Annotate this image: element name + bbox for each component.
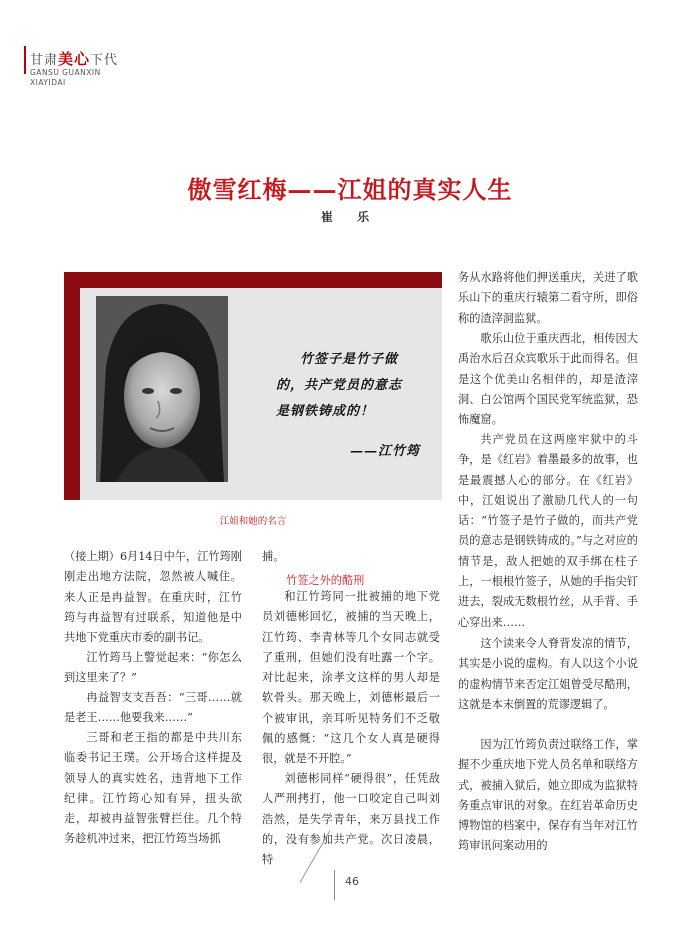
col3-paragraph-2: 共产党员在这两座牢狱中的斗争，是《红岩》着墨最多的故事，也是最震撼人心的部分。在《红岩》中，江姐说出了激励几代人的一句话：“竹签子是竹子做的，而共产党员的意志是钢铁铸成的。”与之对应的情节是，敌人把她的双手绑在柱子上，一根根竹签子，从她的手指尖钉进去，裂成无数根竹丝，从手背、手心穿出来……	[458, 433, 638, 629]
col2-paragraph-1: 和江竹筠同一批被捕的地下党员刘德彬回忆，被捕的当天晚上，江竹筠、李青林等几个女同志就受了重刑，但她们没有吐露一个字。对比起来，涂孝文这样的男人却是软骨头。那天晚上，刘德彬最后一个被审讯，亲耳听见特务们不乏敬佩的感慨：“这几个女人真是硬得很，就是不开腔。”	[262, 590, 440, 766]
quote-line-3: 是钢铁铸成的！	[276, 404, 375, 419]
logo-main-left: 甘肃	[30, 53, 59, 68]
section-subheading: 竹签之外的酷刑	[286, 574, 365, 587]
portrait-drawing	[96, 296, 228, 482]
col1-paragraph-4: 三哥和老王指的都是中共川东临委书记王璞。公开场合这样提及领导人的真实姓名，违背地下工作纪律。江竹筠心知有异，扭头欲走，却被冉益智张臂拦住。几个特务趁机冲过来，把江竹筠当场抓	[64, 731, 242, 846]
page-number: 46	[345, 875, 359, 888]
footer-divider	[334, 870, 335, 900]
col3-paragraph-3: 这个读来令人脊背发凉的情节，其实是小说的虚构。有人以这个小说的虚构情节来否定江姐曾受尽酷刑，这就是本末倒置的荒谬逻辑了。	[458, 637, 638, 711]
logo-main-right: 下代	[90, 53, 119, 68]
col3-paragraph-4: 因为江竹筠负责过联络工作，掌握不少重庆地下党人员名单和联络方式，被捕入狱后，她立即成为监狱特务重点审讯的对象。在红岩革命历史博物馆的档案中，保存有当年对江竹筠审讯问案动用的	[458, 738, 638, 853]
col1-paragraph-1: （接上期）6月14日中午，江竹筠刚刚走出地方法院，忽然被人喊住。来人正是冉益智。在重庆时，江竹筠与冉益智有过联系，知道他是中共地下党重庆市委的副书记。	[64, 550, 242, 645]
logo-bar	[24, 46, 26, 74]
quote-line-1: 竹签子是竹子做	[300, 352, 399, 367]
logo-subtitle-1: GANSU GUANXIN	[30, 68, 101, 77]
col3-paragraph-1: 歌乐山位于重庆西北，相传因大禹治水后召众宾歌乐于此而得名。但是这个优美山名相伴的，却是渣滓洞、白公馆两个国民党军统监狱，恐怖魔窟。	[458, 332, 638, 427]
article-title: 傲雪红梅——江姐的真实人生	[187, 175, 513, 204]
quote-attribution: ——江竹筠	[350, 444, 421, 459]
portrait-photo	[96, 296, 228, 482]
article-author: 崔 乐	[320, 210, 380, 224]
quote-line-2: 的，共产党员的意志	[276, 378, 403, 393]
figure-caption: 江姐和她的名言	[219, 516, 287, 527]
col3-paragraph-0: 务从水路将他们押送重庆，关进了歌乐山下的重庆行辕第二看守所，即俗称的渣滓洞监狱。	[458, 271, 638, 325]
logo-main-red: 美心	[58, 50, 91, 68]
logo-subtitle-2: XIAYIDAI	[30, 78, 66, 87]
col1-paragraph-2: 江竹筠马上警觉起来：“你怎么到这里来了？”	[64, 651, 242, 685]
magazine-logo	[20, 36, 150, 106]
col2-paragraph-2: 刘德彬同样“硬得很”，任凭敌人严刑拷打，他一口咬定自己叫刘浩然，是失学青年，来万县找工作的，没有参加共产党。次日凌晨，特	[262, 772, 440, 867]
col1-paragraph-3: 冉益智支支吾吾：“三哥……就是老王……他要我来……”	[64, 691, 242, 725]
logo-main	[30, 48, 118, 69]
col2-paragraph-0: 捕。	[262, 550, 285, 563]
